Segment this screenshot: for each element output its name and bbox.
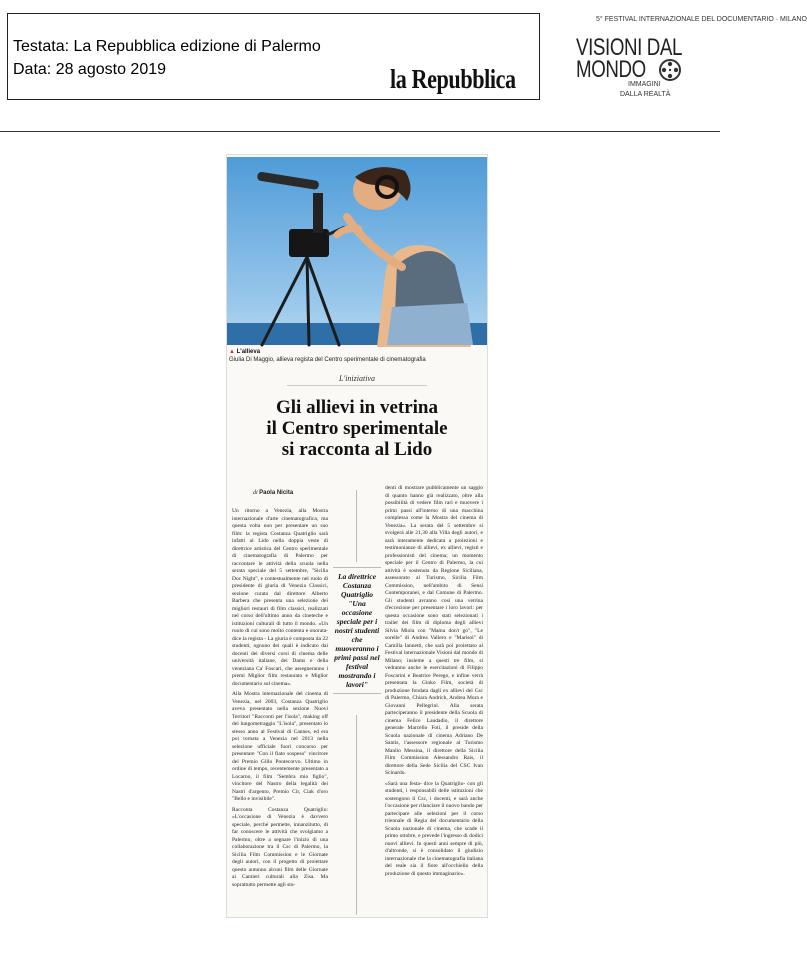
paragraph: denti di mostrare pubblicamente un saggio di quanto hanno già realizzato, oltre alla possibilità di vedere film rari e muovere i primi passi all'interno di una macchina complessa come la Mostra del cinema di Venezia». La serata del 5 settembre si svolgerà alle 21,30 alla Villa degli autori, e sarà interamente dedicata a proiezioni e testimonianze di allievi, ex allievi, registi e professionisti del cinema; un momento speciale per il Centro di Palermo, la cui attività è sostenuta da Regione Siciliana, assessorato al Turismo, Sicilia Film Commission, nell'ambito di Sensi Contemporanei, e dal Comune di Palermo. Gli studenti avranno così una vetrina d'eccezione per presentare i loro lavori: per questa occasione sono stati selezionati i trailer dei film di diploma degli allievi Silvia Miola con "Mama don't go", "Le sorelle" di Andrea Vallero e "Marisol" di Camilla Iannetti, che sarà poi proiettato al Festival internazionale Visioni dal mondo di Milano; insieme a questi tre film, si vedranno anche le esercitazioni di Filippo Foscarini e Beatrice Perego, e infine verrà presentata la Ginko Film, società di produzione fondata dagli ex allievi del Csc di Palermo, Chiara Andrich, Andrea Mura e Giovanni Pellegrini. Alla serata parteciperanno il presidente della Scuola di cinema Felice Laudadio, il direttore generale Marcello Foti, il preside della Scuola nazionale di cinema Adriano De Santis, l'assessore regionale al Turismo Manlio Messina, il direttore della Sicilia Film Commission Alessandro Rais, il direttore della Sede Sicilia del CSC Ivan Scinardo. bbox=[385, 485, 483, 776]
article-photo bbox=[227, 157, 487, 345]
pullquote-rule-bottom bbox=[356, 715, 357, 915]
logo-line-1: VISIONI DAL bbox=[576, 34, 682, 61]
paragraph: Racconta Costanza Quatriglio: «L'occasione di Venezia è davvero speciale, perché permette, innanzitutto, di far conoscere le attività che svolgiamo a Palermo, oltre a segnare l'inizio di una collaborazione tra il Csc di Palermo, la Sicilia Film Commission e le Giornate degli autori, con il progetto di proiettare questo autunno alcuni film delle Giornate ai Cantieri culturali alla Zisa. Ma soprattutto permette agli stu- bbox=[232, 806, 328, 888]
festival-logo bbox=[574, 16, 807, 106]
article-column-2 bbox=[385, 485, 483, 881]
logo-tagline: 5° FESTIVAL INTERNAZIONALE DEL DOCUMENTARIO · MILANO bbox=[596, 16, 807, 23]
paragraph: Alla Mostra internazionale del cinema di Venezia, nel 2003, Costanza Quatriglio aveva presentato nella sezione Nuovi Territori "Racconti per l'isola", making off del lungometraggio "L'isola", presentato lo stesso anno al Festival di Cannes, ed era poi tornata a Venezia nel 2013 nella selezione ufficiale fuori concorso per presentare "Con il fiato sospeso" vincitore del Premio Gillo Pontecorvo. Ultimo in ordine di tempo, recentemente presentato a Locarno, il film "Sembra mio figlio", vincitore del Nastro della legalità dei Nastri d'argento, Premio Cir, Ciak d'oro "Bello e invisibile". bbox=[232, 691, 328, 802]
pull-quote: La direttrice Costanza Quatriglio "Una occasione speciale per i nostri studenti che muoveranno i primi passi nel festival mostrando i lavori" bbox=[333, 567, 381, 694]
paragraph: «Sarà una festa- dice la Quatriglio- con gli studenti, i responsabili delle istituzioni che sostengono il Csc, i docenti, e sarà anche l'occasione per rilanciare il nuovo bando per partecipare alle selezioni per il corso triennale di Regia del documentario della Scuola nazionale di cinema, che scade il primo ottobre, e prevede l'ingresso di dodici nuovi allievi. In questi anni sempre di più, d'altronde, si è consolidato il giudizio internazionale che la cinematografia italiana del reale sia il fiore all'occhiello della produzione di questo immaginario». bbox=[385, 780, 483, 877]
paragraph: Un ritorno a Venezia, alla Mostra internazionale d'arte cinematografica, ma questa volta non per presentare un suo film: la regista Costanza Quatriglio sarà infatti al Lido nella doppia veste di direttrice artistica del Centro sperimentale di cinematografia di Palermo per raccontare le attività della scuola nella serata speciale del 5 settembre, "Sicilia Doc Night", e contestualmente nel ruolo di presidente di giuria di Venezia Classici, sezione curata dal direttore Alberto Barbera che presenta una selezione dei migliori restauri di film classici, realizzati nel corso dell'ultimo anno da cineteche e istituzioni culturali di tutto il mondo. «Un ruolo di cui sono molto contenta e onorata- dice la regista - La giuria è composta da 22 studenti, ognuno dei quali è indicato dai docenti dei diversi corsi di cinema delle università italiane, dei Dams e della veneziana Ca' Foscari, che assegneranno i premi Miglior film restaurato e Miglior documentario sul cinema». bbox=[232, 508, 328, 687]
article-headline bbox=[227, 397, 487, 460]
header-divider bbox=[0, 131, 720, 132]
photo-caption bbox=[229, 348, 426, 364]
newspaper-clipping bbox=[226, 154, 488, 918]
triangle-icon: ▲ bbox=[229, 349, 235, 355]
film-reel-icon bbox=[658, 58, 682, 82]
pullquote-rule-top bbox=[356, 490, 357, 562]
logo-line-2: MONDO bbox=[576, 56, 646, 83]
article-kicker: L'iniziativa bbox=[339, 374, 375, 383]
testata-label: Testata: La Repubblica edizione di Palermo bbox=[13, 38, 321, 55]
caption-text: Giulia Di Maggio, allieva regista del Centro sperimentale di cinematografia bbox=[229, 357, 426, 363]
newspaper-masthead: la Repubblica bbox=[390, 64, 516, 94]
logo-sub-2: DALLA REALTÀ bbox=[620, 91, 671, 98]
headline-line-1: Gli allievi in vetrina bbox=[275, 397, 439, 418]
article-column-1 bbox=[232, 508, 328, 892]
logo-sub-1: IMMAGINI bbox=[628, 81, 661, 88]
byline bbox=[253, 490, 293, 496]
caption-label: L'allieva bbox=[236, 349, 261, 355]
kicker-rule bbox=[287, 385, 427, 386]
headline-line-2: il Centro sperimentale bbox=[266, 418, 448, 439]
byline-author: Paola Nicita bbox=[259, 490, 294, 496]
headline-line-3: si racconta al Lido bbox=[281, 439, 433, 460]
header-box bbox=[7, 13, 540, 100]
byline-prefix: di bbox=[253, 490, 258, 496]
date-label: Data: 28 agosto 2019 bbox=[13, 61, 167, 78]
